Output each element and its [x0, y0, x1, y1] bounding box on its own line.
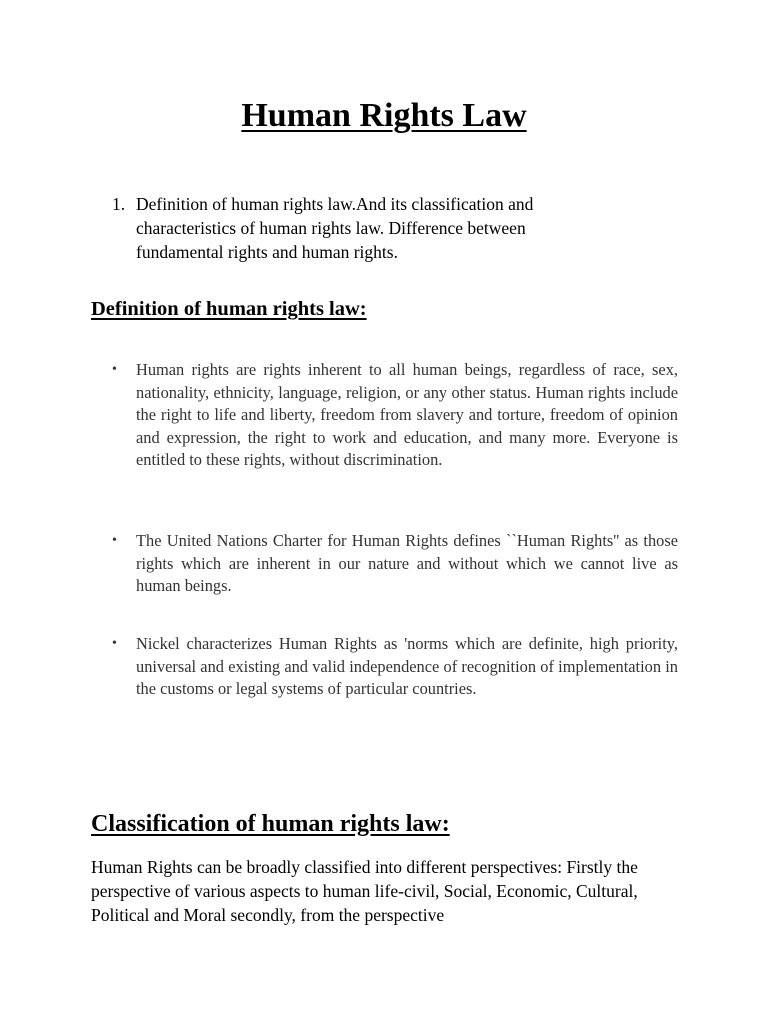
bullet-text: The United Nations Charter for Human Rights defines ``Human Rights'' as those rights which are inherent in our nature and without which we cannot live as human beings. — [136, 531, 678, 596]
bullet-text: Nickel characterizes Human Rights as 'norms which are definite, high priority, universal and existing and valid independence of recognition of implementation in the customs or legal systems of particular countries. — [136, 634, 678, 699]
bullet-icon: • — [112, 636, 117, 651]
numbered-list — [112, 192, 612, 264]
list-item — [112, 192, 612, 264]
list-item — [112, 359, 678, 472]
classification-paragraph: Human Rights can be broadly classified into different perspectives: Firstly the perspective of various aspects to human life-civil, Social, Economic, Cultural, Political and Moral secondly, from the perspective — [91, 857, 638, 925]
list-item-number: 1. — [112, 194, 126, 214]
bullet-icon: • — [112, 533, 117, 548]
list-item-text: Definition of human rights law.And its classification and characteristics of human rights law. Difference between fundamental rights and human rights. — [136, 194, 534, 262]
section-heading-definition: Definition of human rights law: — [91, 298, 367, 320]
list-item — [112, 633, 678, 701]
list-item — [112, 530, 678, 598]
bullet-text: Human rights are rights inherent to all human beings, regardless of race, sex, nationality, ethnicity, language, religion, or any other status. Human rights include the right to life and liberty, freedom from slavery and torture, freedom of opinion and expression, the right to work and education, and many more. Everyone is entitled to these rights, without discrimination. — [136, 360, 678, 470]
document-title: Human Rights Law — [241, 97, 527, 134]
bullet-icon: • — [112, 362, 117, 377]
section-heading-classification: Classification of human rights law: — [91, 811, 450, 837]
